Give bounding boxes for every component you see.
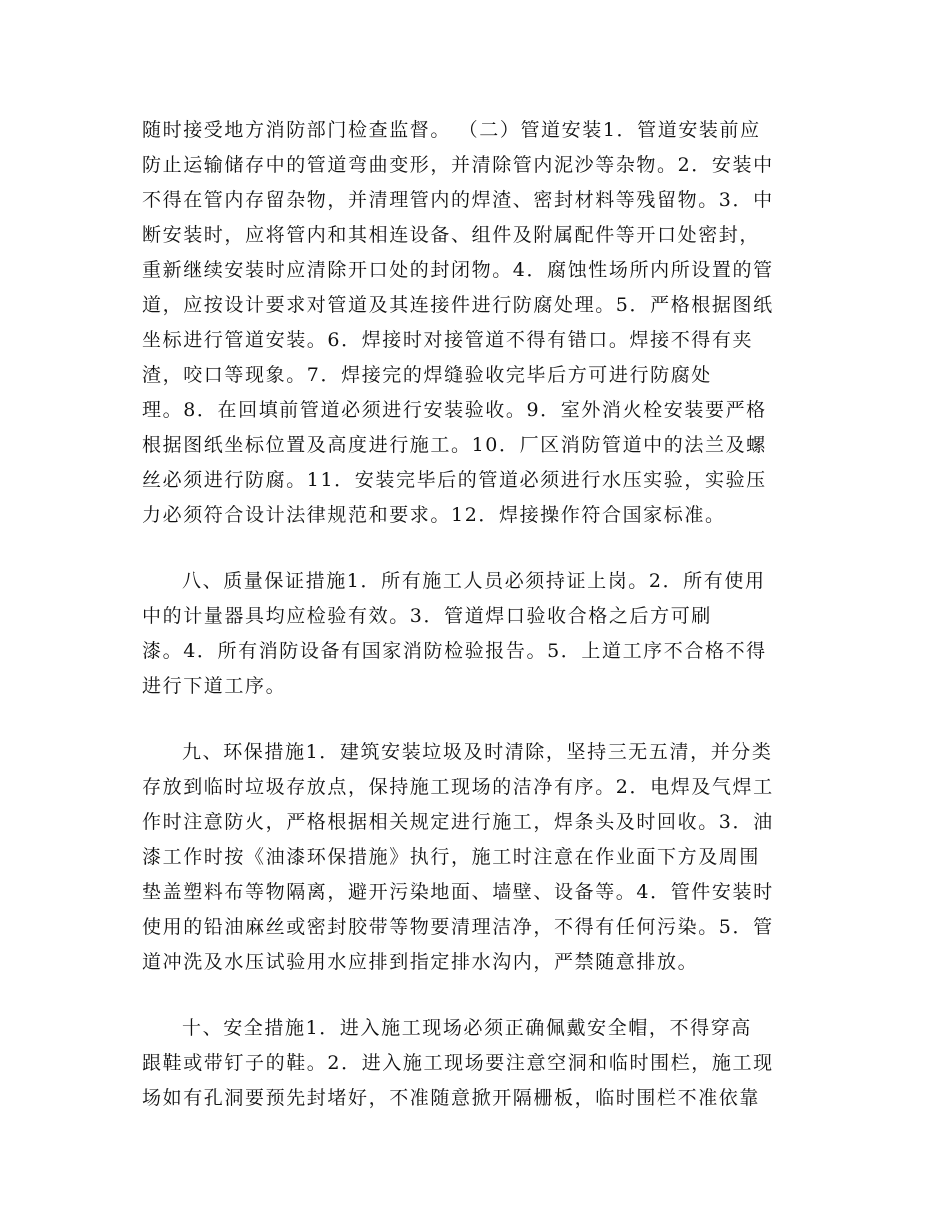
text-line: 理。8．在回填前管道必须进行安装验收。9．室外消火栓安装要严格 bbox=[142, 399, 767, 421]
text-line: 断安装时，应将管内和其相连设备、组件及附属配件等开口处密封， bbox=[142, 224, 761, 246]
text-line: 跟鞋或带钉子的鞋。2．进入施工现场要注意空洞和临时围栏，施工现 bbox=[142, 1052, 774, 1074]
text-line: 不得在管内存留杂物，并清理管内的焊渣、密封材料等残留物。3．中 bbox=[142, 189, 774, 211]
text-line: 使用的铅油麻丝或密封胶带等物要清理洁净，不得有任何污染。5．管 bbox=[142, 916, 774, 938]
text-line: 九、环保措施1．建筑安装垃圾及时清除，坚持三无五清，并分类 bbox=[182, 741, 773, 763]
text-line: 渣，咬口等现象。7．焊接完的焊缝验收完毕后方可进行防腐处 bbox=[142, 364, 712, 386]
text-line: 漆工作时按《油漆环保措施》执行，施工时注意在作业面下方及周围 bbox=[142, 846, 761, 868]
text-line: 八、质量保证措施1．所有施工人员必须持证上岗。2．所有使用 bbox=[182, 570, 766, 592]
text-line: 根据图纸坐标位置及高度进行施工。10．厂区消防管道中的法兰及螺 bbox=[142, 434, 767, 456]
text-line: 中的计量器具均应检验有效。3．管道焊口验收合格之后方可刷 bbox=[142, 605, 712, 627]
text-line: 力必须符合设计法律规范和要求。12．焊接操作符合国家标准。 bbox=[142, 504, 726, 526]
text-line: 重新继续安装时应清除开口处的封闭物。4．腐蚀性场所内所设置的管 bbox=[142, 259, 774, 281]
text-line: 坐标进行管道安装。6．焊接时对接管道不得有错口。焊接不得有夹 bbox=[142, 329, 754, 351]
text-line: 漆。4．所有消防设备有国家消防检验报告。5．上道工序不合格不得 bbox=[142, 640, 767, 662]
text-line: 垫盖塑料布等物隔离，避开污染地面、墙壁、设备等。4．管件安装时 bbox=[142, 881, 774, 903]
text-line: 进行下道工序。 bbox=[142, 675, 287, 697]
text-line: 场如有孔洞要预先封堵好，不准随意掀开隔栅板，临时围栏不准依靠 bbox=[142, 1087, 761, 1109]
text-line: 十、安全措施1．进入施工现场必须正确佩戴安全帽，不得穿高 bbox=[182, 1017, 752, 1039]
text-line: 作时注意防火，严格根据相关规定进行施工，焊条头及时回收。3．油 bbox=[142, 811, 774, 833]
text-line: 存放到临时垃圾存放点，保持施工现场的洁净有序。2．电焊及气焊工 bbox=[142, 776, 774, 798]
text-line: 道，应按设计要求对管道及其连接件进行防腐处理。5．严格根据图纸 bbox=[142, 294, 774, 316]
text-line: 道冲洗及水压试验用水应排到指定排水沟内，严禁随意排放。 bbox=[142, 951, 699, 973]
text-line: 随时接受地方消防部门检查监督。 （二）管道安装1．管道安装前应 bbox=[142, 119, 761, 141]
text-line: 丝必须进行防腐。11．安装完毕后的管道必须进行水压实验，实验压 bbox=[142, 469, 767, 491]
text-line: 防止运输储存中的管道弯曲变形，并清除管内泥沙等杂物。2．安装中 bbox=[142, 154, 774, 176]
